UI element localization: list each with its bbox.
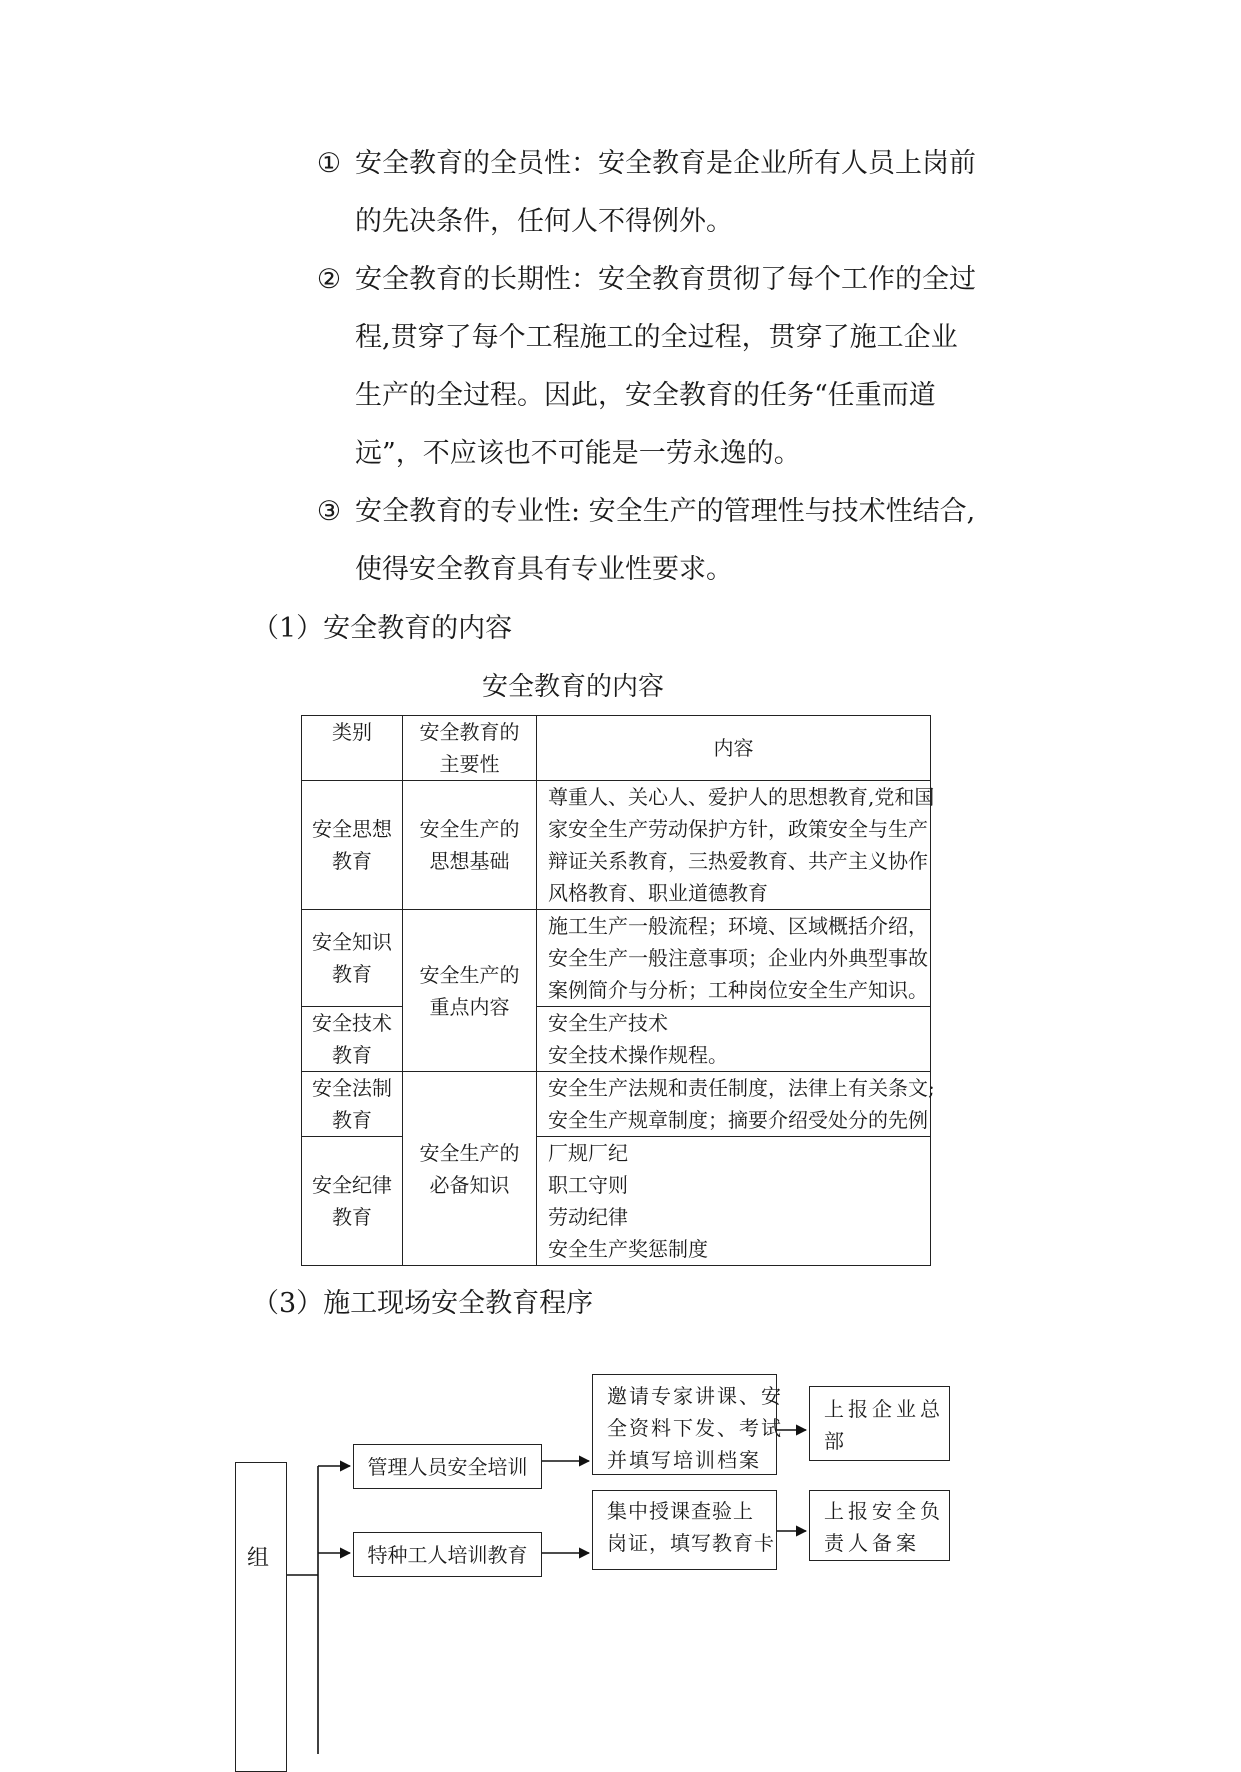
org-label: 组 <box>247 1546 270 1571</box>
table-caption: 安全教育的内容 <box>481 672 664 702</box>
principle-line: 使得安全教育具有专业性要求。 <box>355 554 733 585</box>
header-importance: 安全教育的 主要性 <box>403 716 537 781</box>
row-content: 安全生产技术 安全技术操作规程。 <box>537 1007 931 1072</box>
principle-line: 远”，不应该也不可能是一劳永逸的。 <box>355 438 801 469</box>
principle-line: 安全教育的全员性：安全教育是企业所有人员上岗前 <box>355 148 976 179</box>
principle-marker: ② <box>316 264 342 295</box>
principle-line: 生产的全过程。因此，安全教育的任务“任重而道 <box>355 380 936 411</box>
principle-line: 的先决条件，任何人不得例外。 <box>355 206 733 237</box>
row-category: 安全技术 教育 <box>302 1007 403 1072</box>
row-importance: 安全生产的 思想基础 <box>403 781 537 910</box>
principle-line: 安全教育的专业性: 安全生产的管理性与技术性结合, <box>355 496 976 527</box>
header-content: 内容 <box>537 716 931 781</box>
mgmt-training-box: 管理人员安全培训 <box>353 1444 542 1489</box>
row-content: 安全生产法规和责任制度，法律上有关条文; 安全生产规章制度；摘要介绍受处分的先例 <box>537 1072 931 1137</box>
org-box <box>235 1462 287 1772</box>
principle-line: 安全教育的长期性：安全教育贯彻了每个工作的全过 <box>355 264 976 295</box>
row-category: 安全思想 教育 <box>302 781 403 910</box>
row-importance: 安全生产的 必备知识 <box>403 1072 537 1266</box>
principle-line: 程,贯穿了每个工程施工的全过程，贯穿了施工企业 <box>355 322 958 353</box>
row-category: 安全纪律 教育 <box>302 1137 403 1266</box>
expert-lecture-box: 邀请专家讲课、安 全资料下发、考试 并填写培训档案 <box>592 1374 777 1475</box>
row-content: 厂规厂纪 职工守则 劳动纪律 安全生产奖惩制度 <box>537 1137 931 1266</box>
principle-marker: ① <box>316 148 342 179</box>
principle-marker: ③ <box>316 496 342 527</box>
report-safety-box: 上报安全负 责人备案 <box>809 1490 950 1561</box>
special-training-box: 特种工人培训教育 <box>353 1532 542 1577</box>
row-category: 安全知识 教育 <box>302 910 403 1007</box>
section-heading-3: （3）施工现场安全教育程序 <box>252 1288 594 1319</box>
header-category: 类别 <box>302 716 403 781</box>
section-heading-1: （1）安全教育的内容 <box>252 613 513 644</box>
row-category: 安全法制 教育 <box>302 1072 403 1137</box>
centralized-class-box: 集中授课查验上 岗证，填写教育卡 <box>592 1490 777 1570</box>
row-content: 施工生产一般流程；环境、区域概括介绍， 安全生产一般注意事项；企业内外典型事故 案例简介与分析；工种岗位安全生产知识。 <box>537 910 931 1007</box>
report-hq-box: 上报企业总 部 <box>809 1386 950 1461</box>
row-importance: 安全生产的 重点内容 <box>403 910 537 1072</box>
row-content: 尊重人、关心人、爱护人的思想教育,党和国 家安全生产劳动保护方针，政策安全与生产 辩证关系教育，三热爱教育、共产主义协作 风格教育、职业道德教育 <box>537 781 931 910</box>
